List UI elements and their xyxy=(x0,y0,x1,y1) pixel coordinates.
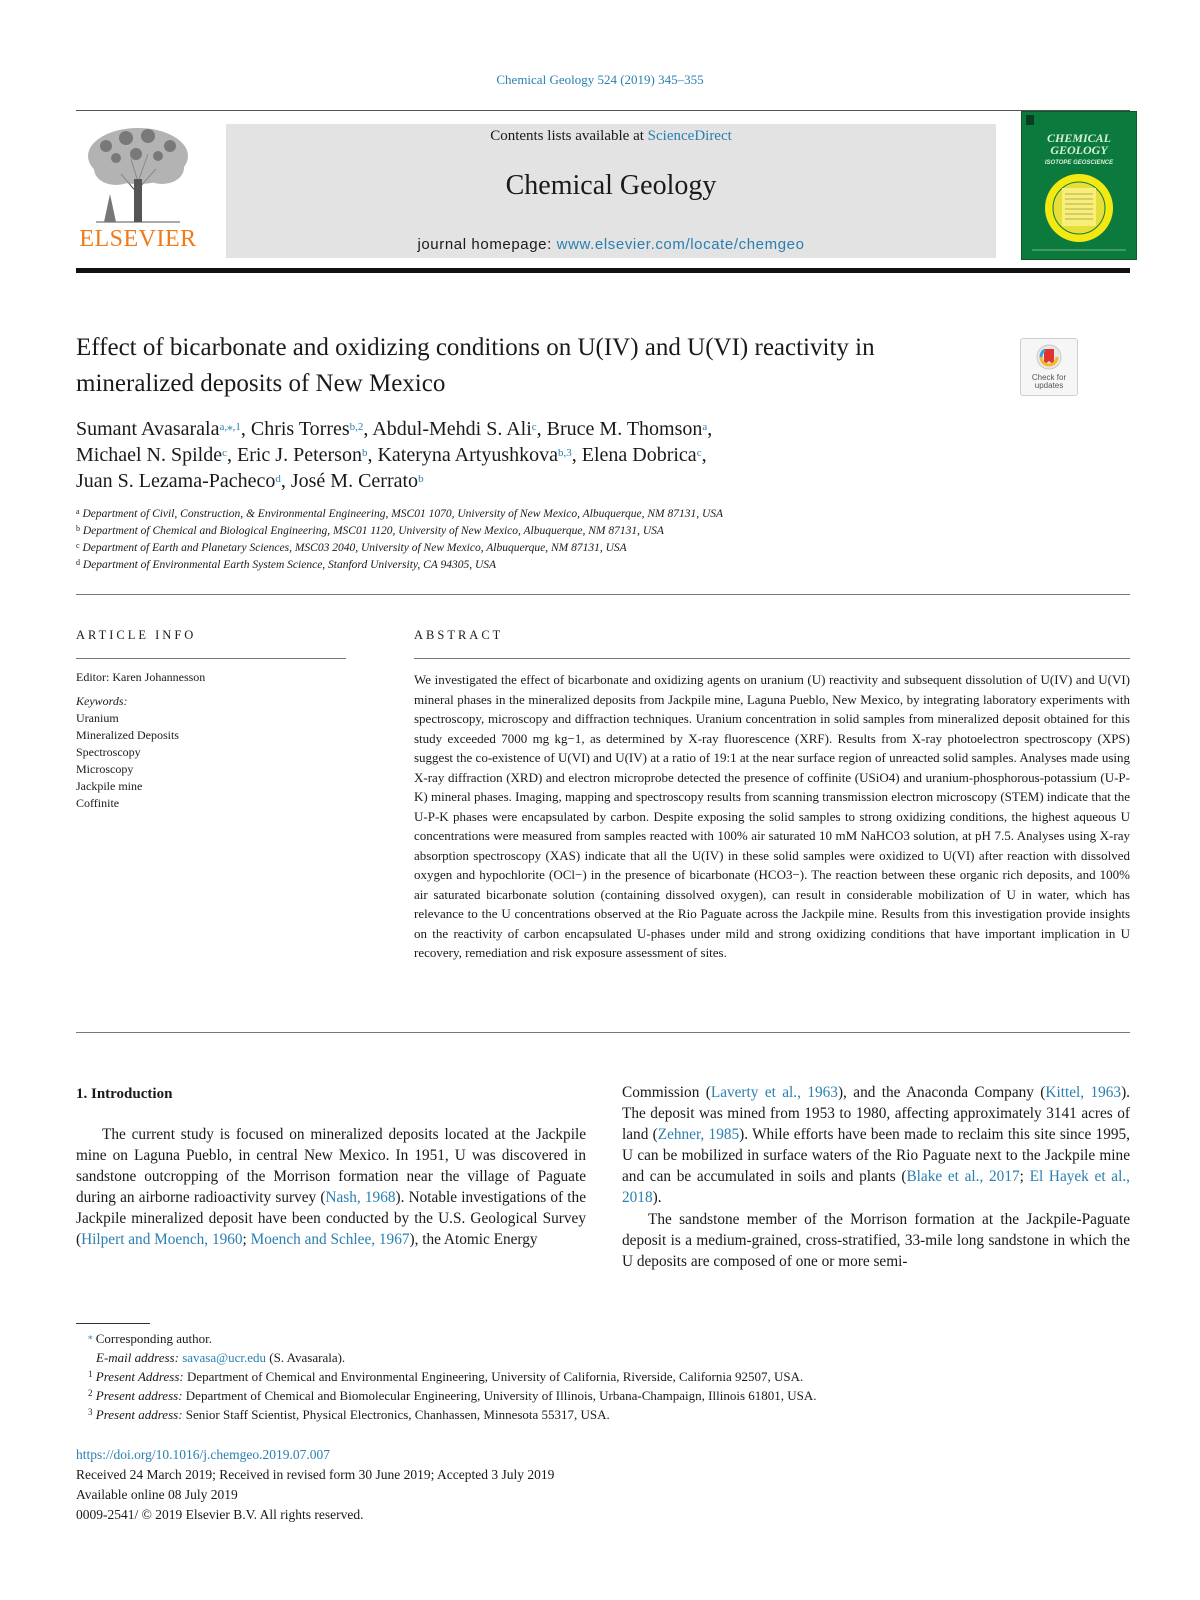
footnote-text: Corresponding author. xyxy=(95,1331,213,1346)
citation-link[interactable]: Blake et al., 2017 xyxy=(906,1168,1020,1186)
sciencedirect-link[interactable]: ScienceDirect xyxy=(647,128,732,144)
keywords-label: Keywords: xyxy=(76,694,128,708)
cover-circle-graphic xyxy=(1022,168,1136,258)
body-column-left xyxy=(76,1124,586,1251)
footnote-key: 3 xyxy=(88,1407,93,1417)
author-name[interactable]: Sumant Avasarala xyxy=(76,418,220,440)
crossmark-label: Check for updates xyxy=(1031,373,1067,390)
affiliation-key: b xyxy=(76,524,80,533)
keyword: Mineralized Deposits xyxy=(76,728,179,742)
abstract-heading: ABSTRACT xyxy=(414,628,504,642)
abstract-rule xyxy=(414,658,1130,659)
author-name[interactable]: Chris Torres xyxy=(250,418,350,440)
author-affiliation-marker[interactable]: b,2 xyxy=(349,421,364,433)
author-separator: , xyxy=(367,444,378,466)
journal-banner xyxy=(226,124,996,258)
author-separator: , xyxy=(240,418,251,440)
copyright: 0009-2541/ © 2019 Elsevier B.V. All rights reserved. xyxy=(76,1507,364,1522)
corresponding-marker: ⁎ xyxy=(88,1331,93,1341)
body-text: ). While efforts have been made to reclaim this site since 1995, U can be mobilized in surface waters of the Rio Paguate next to the Jackpile mine and can be accumulated in soils and plants ( xyxy=(622,1126,1130,1186)
citation-link[interactable]: Nash, 1968 xyxy=(325,1189,396,1207)
email-link[interactable]: savasa@ucr.edu xyxy=(182,1350,266,1365)
keyword: Microscopy xyxy=(76,762,134,776)
body-column-right xyxy=(622,1082,1130,1272)
elsevier-wordmark: ELSEVIER xyxy=(79,226,197,252)
header-rule xyxy=(76,110,1130,111)
author-name[interactable]: Juan S. Lezama-Pacheco xyxy=(76,470,276,492)
intro-paragraph-1-continued xyxy=(622,1082,1130,1209)
author-affiliation-marker[interactable]: c xyxy=(531,421,537,433)
abstract-text: We investigated the effect of bicarbonate and oxidizing agents on uranium (U) reactivity and subsequent dissolution of U(IV) and U(VI) mineral phases in the mineralized deposits from Jackpile mine, Laguna Pueblo, New Mexico, by integrating laboratory experiments with spectroscopy, microscopy and diffraction techniques. Uranium concentration in solid samples from mineralized deposit obtained for this study exceeded 7000 mg kg−1, as determined by X-ray fluorescence (XRF). Results from X-ray photoelectron spectroscopy (XPS) suggest the co-existence of U(VI) and U(IV) at a ratio of 19:1 at the near surface region of unreacted solid samples. Analyses made using X-ray diffraction (XRD) and electron microprobe detected the presence of coffinite (USiO4) and uranium-phosphorous-potassium (U-P-K) mineral phases. Imaging, mapping and spectroscopy results from scanning transmission electron microscopy (STEM) indicate that the U-P-K phases were encapsulated by carbon. Despite exposing the solid samples to strong oxidizing conditions, the highest aqueous U concentrations were measured from samples reacted with 100% air saturated 10 mM NaHCO3 solution, at pH 7.5. Analyses using X-ray absorption spectroscopy (XAS) indicate that all the U(IV) in these solid samples were oxidized to U(VI) after reaction with dissolved oxygen and hypochlorite (OCl−) in the presence of bicarbonate (HCO3−). The reaction between these organic rich deposits, and 100% air saturated bicarbonate solution (containing dissolved oxygen), can result in considerable mobilization of U in water, which has relevance to the U concentrations observed at the Rio Paguate across the Jackpile mine. Results from this investigation provide insights on the reactivity of carbon encapsulated U-phases under mild and strong oxidizing conditions that have important implication in U recovery, remediation and risk exposure assessment of sites. xyxy=(414,672,1130,960)
author-separator: , xyxy=(571,444,582,466)
cover-title: CHEMICAL GEOLOGY xyxy=(1046,131,1112,157)
affiliation-text: Department of Chemical and Biological Engineering, MSC01 1120, University of New Mexico, Albuquerque, NM 87131, USA xyxy=(82,525,664,537)
article-info-rule xyxy=(76,658,346,659)
contents-line xyxy=(226,128,996,145)
footnote-text: Department of Chemical and Biomolecular Engineering, University of Illinois, Urbana-Champaign, Illinois 61801, USA. xyxy=(182,1388,817,1403)
affiliation-key: a xyxy=(76,507,80,516)
author-affiliation-marker[interactable]: b xyxy=(361,447,368,459)
author-name[interactable]: Kateryna Artyushkova xyxy=(377,444,558,466)
body-text: The current study is focused on mineralized deposits located at the Jackpile mine on Laguna Pueblo, in central New Mexico. In 1951, U was discovered in sandstone outcropping of the Morrison formation near the village of Paguate during an airborne radioactivity survey ( xyxy=(76,1126,586,1207)
corresponding-author-note xyxy=(88,1331,212,1347)
keyword: Spectroscopy xyxy=(76,745,141,759)
affiliation-b xyxy=(76,525,664,537)
authors-line-3 xyxy=(76,468,424,494)
check-for-updates-button[interactable] xyxy=(1020,338,1078,396)
elsevier-logo xyxy=(76,124,200,260)
author-affiliation-marker[interactable]: c xyxy=(222,447,227,459)
author-affiliation-marker[interactable]: a,⁎,1 xyxy=(219,421,241,433)
body-text: ), and the Anaconda Company ( xyxy=(837,1084,1046,1101)
body-text: ). Notable investigations of the Jackpile mineralized deposit have been conducted by the U.S. Geological Survey ( xyxy=(76,1189,586,1249)
author-affiliation-marker[interactable]: a xyxy=(702,421,708,433)
authors-line-1 xyxy=(76,416,712,442)
footnote-label: Present address: xyxy=(95,1407,183,1422)
author-separator: , xyxy=(536,418,547,440)
footnote-2 xyxy=(88,1388,817,1404)
author-name[interactable]: Abdul-Mehdi S. Ali xyxy=(372,418,532,440)
article-info-heading: ARTICLE INFO xyxy=(76,628,197,642)
journal-cover-thumbnail xyxy=(1021,111,1137,260)
citation-link[interactable]: Laverty et al., 1963 xyxy=(710,1084,838,1101)
footnote-key: 2 xyxy=(88,1388,93,1398)
author-separator: , xyxy=(701,444,707,466)
affiliation-text: Department of Earth and Planetary Sciences, MSC03 2040, University of New Mexico, Albuquerque, NM 87131, USA xyxy=(82,542,627,554)
author-affiliation-marker[interactable]: d xyxy=(275,473,281,485)
section-rule xyxy=(76,1032,1130,1033)
homepage-line xyxy=(226,236,996,253)
keyword: Coffinite xyxy=(76,796,120,810)
body-text: ), the Atomic Energy xyxy=(409,1231,538,1249)
footnote-text: (S. Avasarala). xyxy=(266,1350,346,1365)
affiliation-a xyxy=(76,508,723,520)
citation-link[interactable]: Zehner, 1985 xyxy=(657,1126,740,1144)
editor: Editor: Karen Johannesson xyxy=(76,670,206,684)
crossmark-icon xyxy=(1035,343,1063,373)
introduction-heading: 1. Introduction xyxy=(76,1086,173,1102)
footnote-1 xyxy=(88,1369,803,1385)
header-thick-rule xyxy=(76,268,1130,273)
journal-name: Chemical Geology xyxy=(505,170,717,201)
citation-link[interactable]: Moench and Schlee, 1967 xyxy=(250,1231,410,1249)
cover-logo-icon xyxy=(1026,115,1034,125)
affiliation-c xyxy=(76,542,627,554)
body-text: ; xyxy=(242,1231,251,1249)
footnote-rule xyxy=(76,1323,150,1324)
author-separator: , xyxy=(226,444,237,466)
keyword: Jackpile mine xyxy=(76,779,143,793)
intro-paragraph-2: The sandstone member of the Morrison formation at the Jackpile-Paguate deposit is a medium-grained, cross-stratified, 33-mile long sandstone in which the U deposits are composed of one or more semi- xyxy=(622,1210,1130,1270)
article-title: Effect of bicarbonate and oxidizing conditions on U(IV) and U(VI) reactivity in mineralized deposits of New Mexico xyxy=(76,334,875,397)
body-text: ). The deposit was mined from 1953 to 1980, affecting approximately 3141 acres of land ( xyxy=(622,1084,1130,1144)
contents-prefix: Contents lists available at xyxy=(490,128,648,144)
journal-homepage-link[interactable]: www.elsevier.com/locate/chemgeo xyxy=(556,236,805,253)
author-name[interactable]: Michael N. Spilde xyxy=(76,444,223,466)
elsevier-tree-icon xyxy=(76,124,200,224)
body-text: ). xyxy=(652,1189,662,1207)
author-name[interactable]: Elena Dobrica xyxy=(581,444,697,466)
affiliation-key: c xyxy=(76,541,80,550)
email-note xyxy=(96,1350,345,1366)
homepage-prefix: journal homepage: xyxy=(417,236,557,253)
affiliation-text: Department of Civil, Construction, & Environmental Engineering, MSC01 1070, University of New Mexico, Albuquerque, NM 87131, USA xyxy=(82,508,724,520)
footnote-text: Department of Chemical and Environmental Engineering, University of California, Riverside, California 92507, USA. xyxy=(183,1369,804,1384)
received-dates: Received 24 March 2019; Received in revised form 30 June 2019; Accepted 3 July 2019 xyxy=(76,1467,555,1482)
author-affiliation-marker[interactable]: c xyxy=(696,447,702,459)
author-affiliation-marker[interactable]: b,3 xyxy=(557,447,572,459)
footnote-label: Present address: xyxy=(95,1388,183,1403)
keyword: Uranium xyxy=(76,711,119,725)
author-affiliation-marker[interactable]: b xyxy=(418,473,424,485)
author-separator: , xyxy=(707,418,713,440)
affiliation-text: Department of Environmental Earth System Science, Stanford University, CA 94305, USA xyxy=(82,559,497,571)
citation-link[interactable]: El Hayek et al., 2018 xyxy=(622,1168,1130,1207)
affiliation-key: d xyxy=(76,558,80,567)
author-name[interactable]: Bruce M. Thomson xyxy=(546,418,703,440)
footnote-3 xyxy=(88,1407,610,1423)
authors-line-2 xyxy=(76,442,707,468)
email-label: E-mail address: xyxy=(96,1350,183,1365)
footnote-key: 1 xyxy=(88,1369,93,1379)
journal-citation-link[interactable]: Chemical Geology 524 (2019) 345–355 xyxy=(496,72,704,87)
author-name[interactable]: Eric J. Peterson xyxy=(236,444,362,466)
doi-link[interactable]: https://doi.org/10.1016/j.chemgeo.2019.07.007 xyxy=(76,1447,330,1462)
body-text: Commission ( xyxy=(622,1084,711,1101)
body-text: ; xyxy=(1019,1168,1030,1186)
footnote-label: Present Address: xyxy=(95,1369,184,1384)
citation-link[interactable]: Kittel, 1963 xyxy=(1045,1084,1122,1101)
section-rule xyxy=(76,594,1130,595)
footnote-text: Senior Staff Scientist, Physical Electronics, Chanhassen, Minnesota 55317, USA. xyxy=(182,1407,610,1422)
cover-subtitle: ISOTOPE GEOSCIENCE xyxy=(1044,160,1114,166)
affiliation-d xyxy=(76,559,496,571)
citation-link[interactable]: Hilpert and Moench, 1960 xyxy=(81,1231,243,1249)
author-name[interactable]: José M. Cerrato xyxy=(290,470,419,492)
available-online: Available online 08 July 2019 xyxy=(76,1487,238,1502)
author-separator: , xyxy=(363,418,373,440)
intro-paragraph-1 xyxy=(76,1124,586,1251)
author-separator: , xyxy=(280,470,291,492)
